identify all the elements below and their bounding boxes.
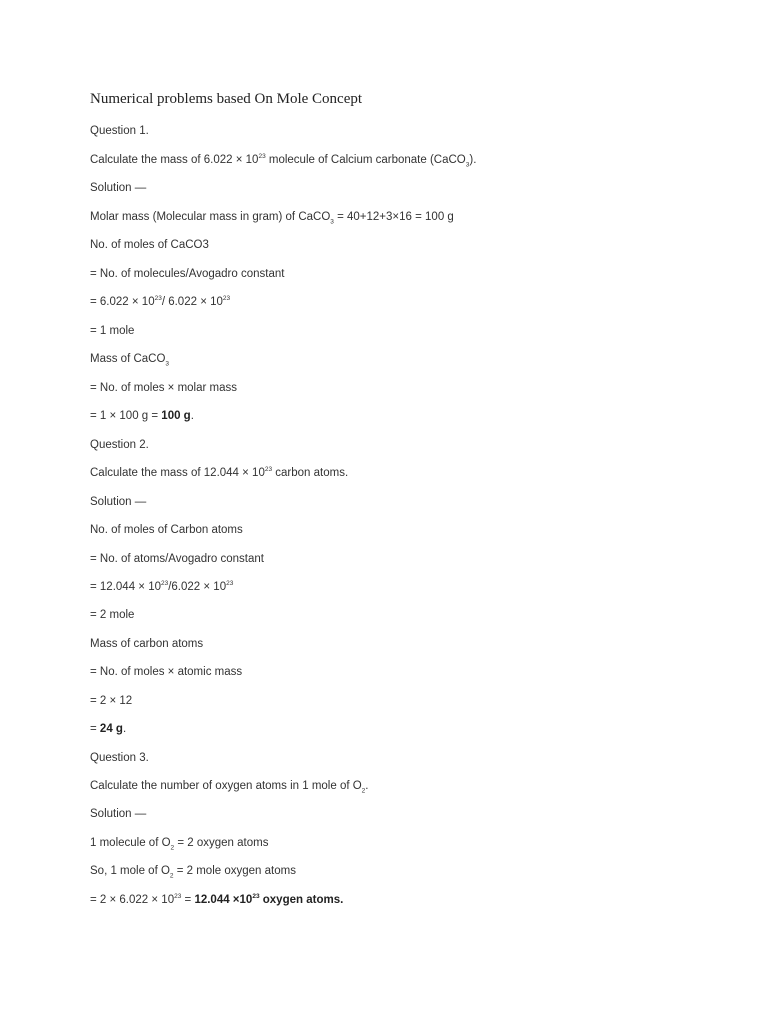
question-1-mass-label: Mass of CaCO$_3$ [90, 353, 170, 368]
question-2-heading: Question 2. [90, 439, 149, 451]
question-2-mass-step: = 2 × 12 [90, 695, 133, 707]
question-1-moles-label: No. of moles of CaCO3 [90, 239, 209, 251]
question-1-mass-answer: = 1 × 100 g = 100 g. [90, 410, 194, 422]
question-3-solution-label: Solution — [90, 808, 147, 820]
question-1-moles-calc: = $6.022 \times 10^{23}/$ $6.022 \times 10^{23}$ [90, 295, 231, 308]
question-3-molecule-line: 1 molecule of $O_2 = 2$ oxygen atoms [90, 837, 269, 852]
question-1-moles-result: = 1 mole [90, 325, 135, 337]
question-2-mass-label: Mass of carbon atoms [90, 638, 204, 650]
document-title: Numerical problems based On Mole Concept [90, 91, 363, 107]
question-1-heading: Question 1. [90, 125, 149, 137]
question-3-answer-bold: $12.044 \times 10^{23}$ oxygen atoms. [194, 893, 344, 906]
question-2-moles-formula: = No. of atoms/Avogadro constant [90, 553, 264, 565]
question-1-molar-mass: Molar mass (Molecular mass in gram) of CaCO$_3$ = 40+12+3×16 = 100 g [90, 211, 454, 226]
question-2-mass-formula: = No. of moles × atomic mass [90, 666, 243, 678]
question-2-solution-label: Solution — [90, 496, 147, 508]
question-3-answer: = $2 \times 6.022 \times 10^{23} = 12.044 \times 10^{23}$ oxygen atoms. [90, 893, 344, 906]
question-1-moles-formula: = No. of molecules/Avogadro constant [90, 268, 285, 280]
question-2-moles-result: = 2 mole [90, 609, 135, 621]
question-3-heading: Question 3. [90, 752, 149, 764]
question-3-problem: Calculate the number of oxygen atoms in 1 mole of $O_2$. [90, 780, 369, 795]
question-1-solution-label: Solution — [90, 182, 147, 194]
question-2-problem: Calculate the mass of $12.044 \times 10^{23}$ carbon atoms. [90, 466, 349, 479]
question-3-mole-line: So, 1 mole of $O_2 = 2$ mole oxygen atoms [90, 865, 296, 880]
question-2-moles-label: No. of moles of Carbon atoms [90, 524, 243, 536]
question-1-problem: Calculate the mass of $6.022 \times 10^{23}$ molecule of Calcium carbonate (CaCO$_3$). [90, 153, 477, 169]
question-2-mass-answer: = 24 g. [90, 723, 127, 735]
question-1-mass-formula: = No. of moles × molar mass [90, 382, 237, 394]
question-2-moles-calc: = $12.044 \times 10^{23}/6.022 \times 10^{23}$ [90, 580, 234, 593]
